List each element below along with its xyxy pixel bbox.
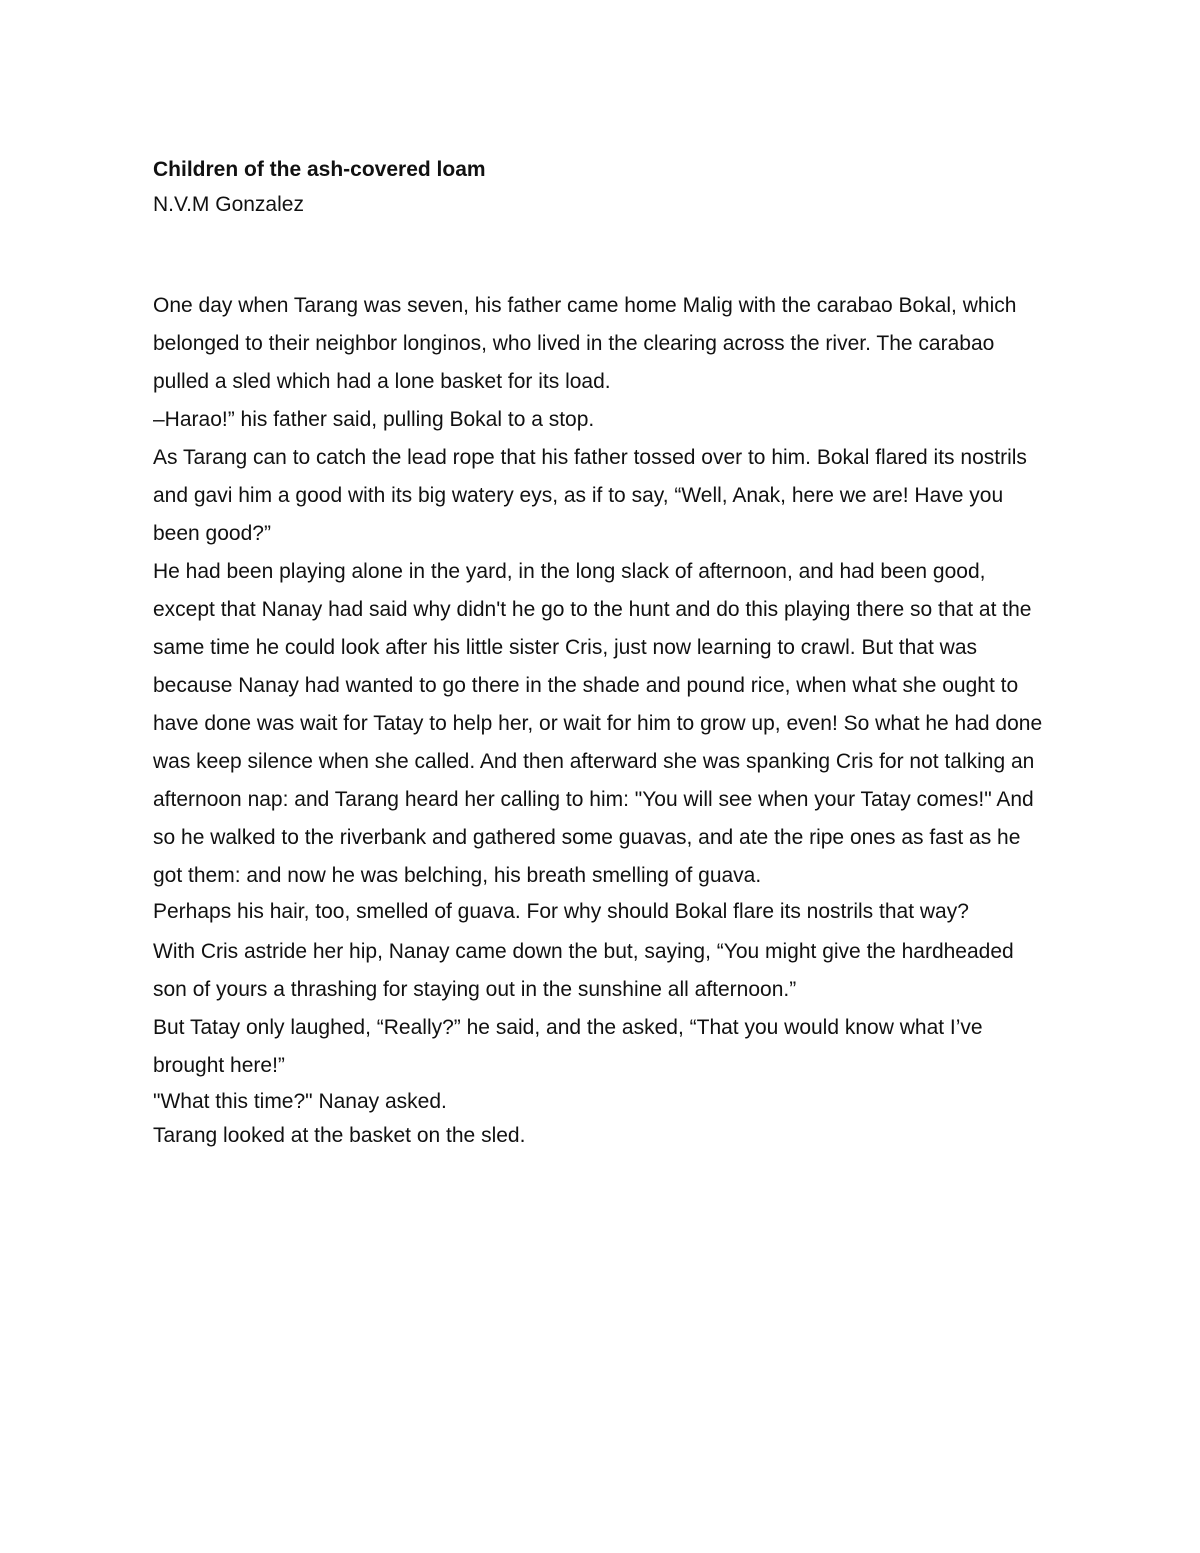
paragraph-5: Perhaps his hair, too, smelled of guava. For why should Bokal flare its nostrils that way? bbox=[153, 900, 969, 923]
paragraph-3: As Tarang can to catch the lead rope that his father tossed over to him. Bokal flared its nostrils and gavi him a good with its big watery eys, as if to say, “Well, Anak, here we are! Have you been good?” bbox=[153, 446, 1027, 545]
document-body bbox=[153, 152, 1053, 1153]
paragraph-7: But Tatay only laughed, “Really?” he said, and the asked, “That you would know what I’ve brought here!” bbox=[153, 1016, 983, 1077]
paragraph-9: Tarang looked at the basket on the sled. bbox=[153, 1124, 526, 1147]
paragraph-6: With Cris astride her hip, Nanay came down the but, saying, “You might give the hardheaded son of yours a thrashing for staying out in the sunshine all afternoon.” bbox=[153, 940, 1014, 1001]
paragraph-1: One day when Tarang was seven, his father came home Malig with the carabao Bokal, which belonged to their neighbor longinos, who lived in the clearing across the river. The carabao pulled a sled which had a lone basket for its load. bbox=[153, 294, 1017, 393]
paragraph-2: –Harao!” his father said, pulling Bokal to a stop. bbox=[153, 408, 595, 431]
document-title: Children of the ash-covered loam bbox=[153, 158, 486, 181]
paragraph-8: "What this time?" Nanay asked. bbox=[153, 1090, 447, 1113]
document-author: N.V.M Gonzalez bbox=[153, 193, 304, 216]
paragraph-4: He had been playing alone in the yard, in the long slack of afternoon, and had been good, except that Nanay had said why didn't he go to the hunt and do this playing there so that at the same time he could look after his little sister Cris, just now learning to crawl. But that was because Nanay had wanted to go there in the shade and pound rice, when what she ought to have done was wait for Tatay to help her, or wait for him to grow up, even! So what he had done was keep silence when she called. And then afterward she was spanking Cris for not talking an afternoon nap: and Tarang heard her calling to him: "You will see when your Tatay comes!" And so he walked to the riverbank and gathered some guavas, and ate the ripe ones as fast as he got them: and now he was belching, his breath smelling of guava. bbox=[153, 560, 1043, 887]
